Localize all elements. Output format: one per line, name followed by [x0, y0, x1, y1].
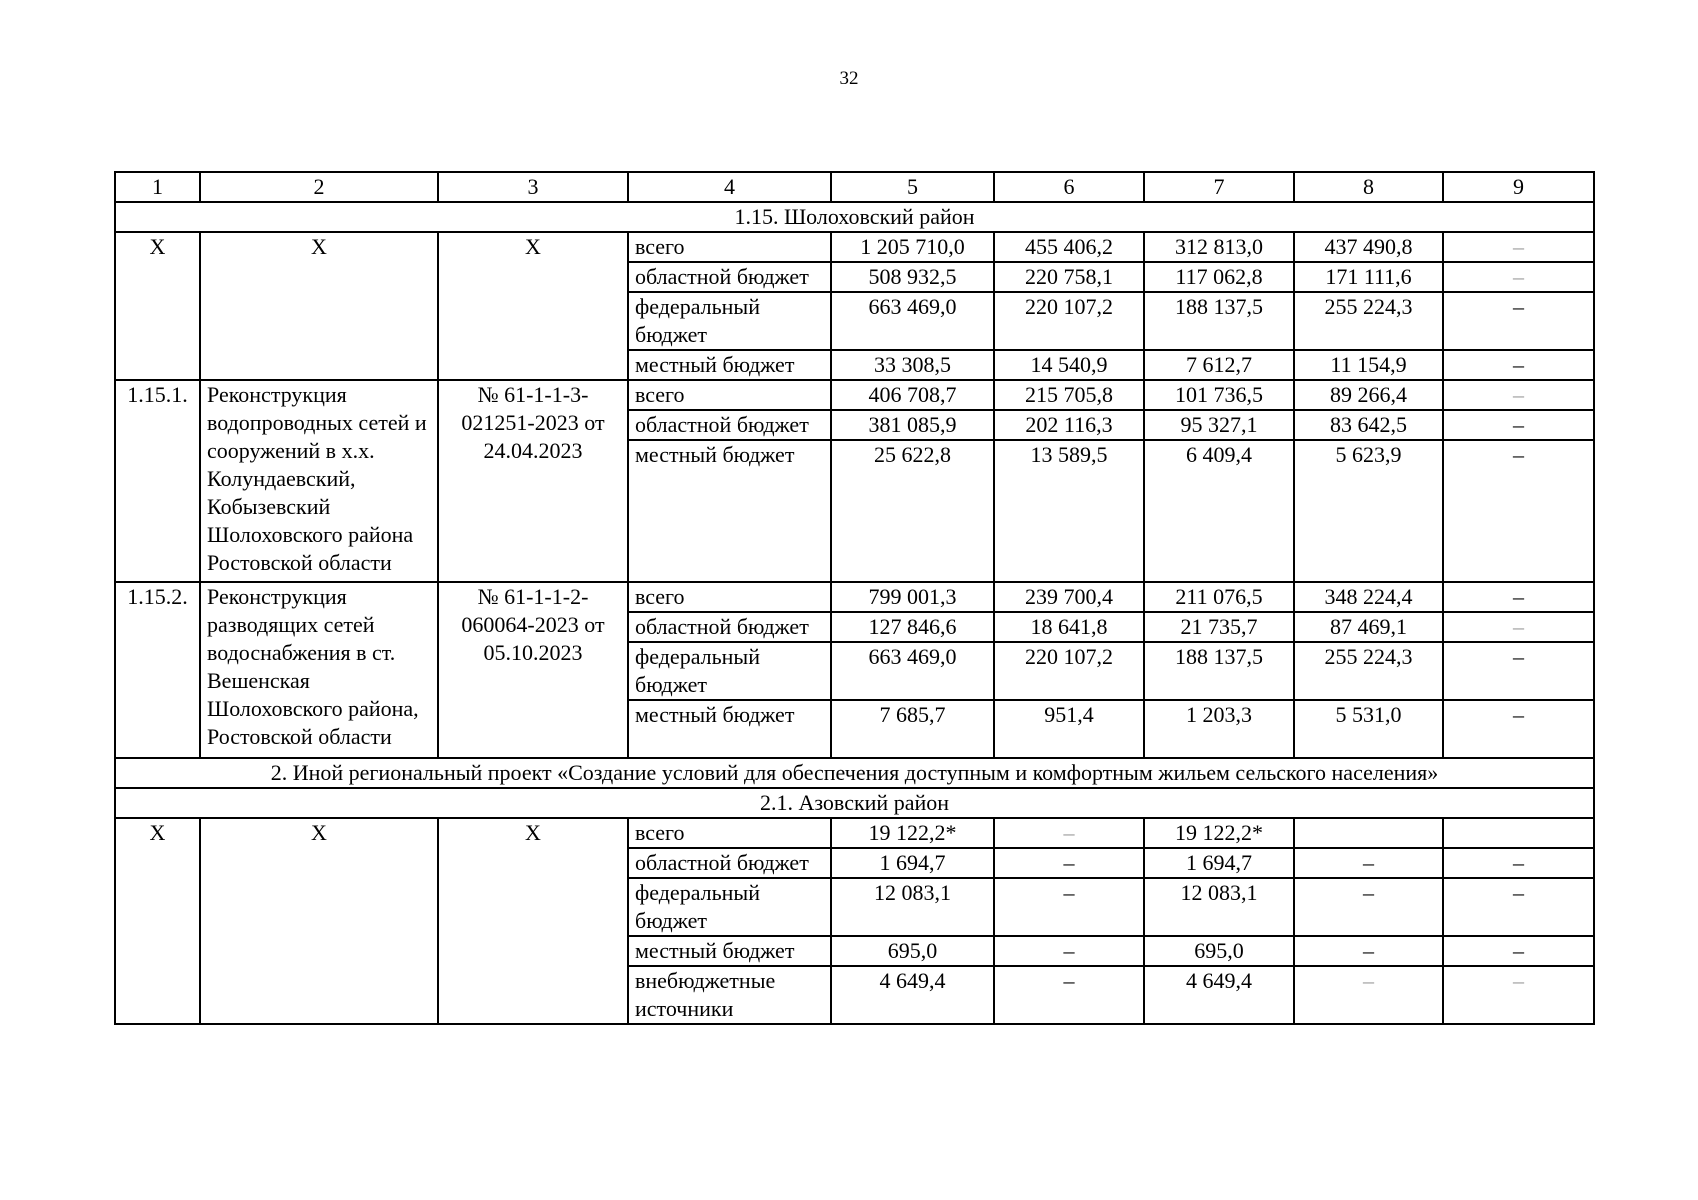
value-cell-9: – [1443, 936, 1594, 966]
value-cell-5: 406 708,7 [831, 380, 994, 410]
object-name-cell: Х [200, 818, 438, 1024]
value-cell-5: 799 001,3 [831, 582, 994, 612]
value-cell-5: 127 846,6 [831, 612, 994, 642]
value-cell-8: 5 623,9 [1294, 440, 1443, 582]
value-cell-6: 202 116,3 [994, 410, 1144, 440]
value-cell-5: 7 685,7 [831, 700, 994, 758]
value-cell-5: 1 694,7 [831, 848, 994, 878]
value-cell-9: – [1443, 582, 1594, 612]
value-cell-8: 171 111,6 [1294, 262, 1443, 292]
value-cell-7: 1 694,7 [1144, 848, 1294, 878]
funding-source-label: внебюджетные источники [628, 966, 831, 1024]
value-cell-9: – [1443, 966, 1594, 1024]
table-row [115, 380, 1594, 410]
value-cell-5: 508 932,5 [831, 262, 994, 292]
value-cell-7: 21 735,7 [1144, 612, 1294, 642]
value-cell-9: – [1443, 878, 1594, 936]
value-cell-9: – [1443, 292, 1594, 350]
value-cell-8: 255 224,3 [1294, 642, 1443, 700]
funding-source-label: федеральный бюджет [628, 292, 831, 350]
value-cell-8: – [1294, 936, 1443, 966]
row-number-cell: Х [115, 232, 200, 380]
object-name-cell: Реконструкция водопроводных сетей и сооружений в х.х. Колундаевский, Кобызевский Шолоховского района Ростовской области [200, 380, 438, 582]
value-cell-8: 83 642,5 [1294, 410, 1443, 440]
value-cell-5: 33 308,5 [831, 350, 994, 380]
value-cell-8: 87 469,1 [1294, 612, 1443, 642]
value-cell-6: 220 758,1 [994, 262, 1144, 292]
value-cell-9: – [1443, 440, 1594, 582]
value-cell-8: – [1294, 966, 1443, 1024]
value-cell-5: 19 122,2* [831, 818, 994, 848]
value-cell-9: – [1443, 848, 1594, 878]
value-cell-5: 1 205 710,0 [831, 232, 994, 262]
header-cell-6: 6 [994, 172, 1144, 202]
value-cell-7: 695,0 [1144, 936, 1294, 966]
header-cell-9: 9 [1443, 172, 1594, 202]
value-cell-9: – [1443, 350, 1594, 380]
header-row [115, 172, 1594, 202]
value-cell-9: – [1443, 262, 1594, 292]
value-cell-7: 12 083,1 [1144, 878, 1294, 936]
value-cell-7: 95 327,1 [1144, 410, 1294, 440]
value-cell-7: 7 612,7 [1144, 350, 1294, 380]
value-cell-8: – [1294, 848, 1443, 878]
budget-table [114, 171, 1595, 1025]
value-cell-5: 25 622,8 [831, 440, 994, 582]
value-cell-8: 437 490,8 [1294, 232, 1443, 262]
funding-source-label: всего [628, 232, 831, 262]
header-cell-5: 5 [831, 172, 994, 202]
value-cell-7: 4 649,4 [1144, 966, 1294, 1024]
value-cell-8: 89 266,4 [1294, 380, 1443, 410]
value-cell-7: 188 137,5 [1144, 292, 1294, 350]
funding-source-label: местный бюджет [628, 700, 831, 758]
value-cell-6: 239 700,4 [994, 582, 1144, 612]
value-cell-7: 1 203,3 [1144, 700, 1294, 758]
value-cell-8 [1294, 818, 1443, 848]
value-cell-5: 4 649,4 [831, 966, 994, 1024]
value-cell-6: – [994, 878, 1144, 936]
header-cell-4: 4 [628, 172, 831, 202]
value-cell-5: 663 469,0 [831, 292, 994, 350]
funding-source-label: местный бюджет [628, 440, 831, 582]
header-cell-1: 1 [115, 172, 200, 202]
header-cell-8: 8 [1294, 172, 1443, 202]
document-cell: Х [438, 232, 628, 380]
funding-source-label: всего [628, 582, 831, 612]
document-cell: № 61-1-1-3-021251-2023 от 24.04.2023 [438, 380, 628, 582]
funding-source-label: областной бюджет [628, 612, 831, 642]
document-cell: Х [438, 818, 628, 1024]
value-cell-8: 255 224,3 [1294, 292, 1443, 350]
funding-source-label: местный бюджет [628, 936, 831, 966]
value-cell-7: 101 736,5 [1144, 380, 1294, 410]
value-cell-9: – [1443, 700, 1594, 758]
value-cell-7: 6 409,4 [1144, 440, 1294, 582]
value-cell-6: – [994, 966, 1144, 1024]
value-cell-9: – [1443, 612, 1594, 642]
value-cell-6: 220 107,2 [994, 642, 1144, 700]
value-cell-7: 117 062,8 [1144, 262, 1294, 292]
page-number: 32 [839, 68, 859, 89]
section-row [115, 788, 1594, 818]
value-cell-9 [1443, 818, 1594, 848]
table-row [115, 818, 1594, 848]
value-cell-6: 215 705,8 [994, 380, 1144, 410]
funding-source-label: областной бюджет [628, 848, 831, 878]
value-cell-7: 188 137,5 [1144, 642, 1294, 700]
value-cell-8: 5 531,0 [1294, 700, 1443, 758]
value-cell-5: 695,0 [831, 936, 994, 966]
value-cell-6: 13 589,5 [994, 440, 1144, 582]
document-cell: № 61-1-1-2-060064-2023 от 05.10.2023 [438, 582, 628, 758]
value-cell-8: 348 224,4 [1294, 582, 1443, 612]
value-cell-9: – [1443, 232, 1594, 262]
object-name-cell: Х [200, 232, 438, 380]
table-row [115, 232, 1594, 262]
header-cell-3: 3 [438, 172, 628, 202]
section-title-1-15: 1.15. Шолоховский район [115, 202, 1594, 232]
section-title-2-1: 2.1. Азовский район [115, 788, 1594, 818]
funding-source-label: федеральный бюджет [628, 642, 831, 700]
value-cell-6: – [994, 936, 1144, 966]
value-cell-7: 19 122,2* [1144, 818, 1294, 848]
funding-source-label: областной бюджет [628, 262, 831, 292]
value-cell-5: 12 083,1 [831, 878, 994, 936]
row-number-cell: 1.15.2. [115, 582, 200, 758]
value-cell-5: 663 469,0 [831, 642, 994, 700]
value-cell-6: – [994, 848, 1144, 878]
value-cell-9: – [1443, 380, 1594, 410]
value-cell-9: – [1443, 410, 1594, 440]
funding-source-label: всего [628, 380, 831, 410]
value-cell-7: 312 813,0 [1144, 232, 1294, 262]
row-number-cell: 1.15.1. [115, 380, 200, 582]
value-cell-6: 220 107,2 [994, 292, 1144, 350]
value-cell-8: 11 154,9 [1294, 350, 1443, 380]
header-cell-2: 2 [200, 172, 438, 202]
row-number-cell: Х [115, 818, 200, 1024]
section-row [115, 202, 1594, 232]
value-cell-8: – [1294, 878, 1443, 936]
section-row [115, 758, 1594, 788]
value-cell-6: 951,4 [994, 700, 1144, 758]
funding-source-label: местный бюджет [628, 350, 831, 380]
value-cell-6: 455 406,2 [994, 232, 1144, 262]
value-cell-9: – [1443, 642, 1594, 700]
funding-source-label: федеральный бюджет [628, 878, 831, 936]
section-title-2: 2. Иной региональный проект «Создание условий для обеспечения доступным и комфортным жильем сельского населения» [115, 758, 1594, 788]
value-cell-6: 18 641,8 [994, 612, 1144, 642]
value-cell-6: – [994, 818, 1144, 848]
table-row [115, 582, 1594, 612]
value-cell-7: 211 076,5 [1144, 582, 1294, 612]
funding-source-label: областной бюджет [628, 410, 831, 440]
value-cell-5: 381 085,9 [831, 410, 994, 440]
value-cell-6: 14 540,9 [994, 350, 1144, 380]
funding-source-label: всего [628, 818, 831, 848]
header-cell-7: 7 [1144, 172, 1294, 202]
object-name-cell: Реконструкция разводящих сетей водоснабжения в ст. Вешенская Шолоховского района, Ростовской области [200, 582, 438, 758]
